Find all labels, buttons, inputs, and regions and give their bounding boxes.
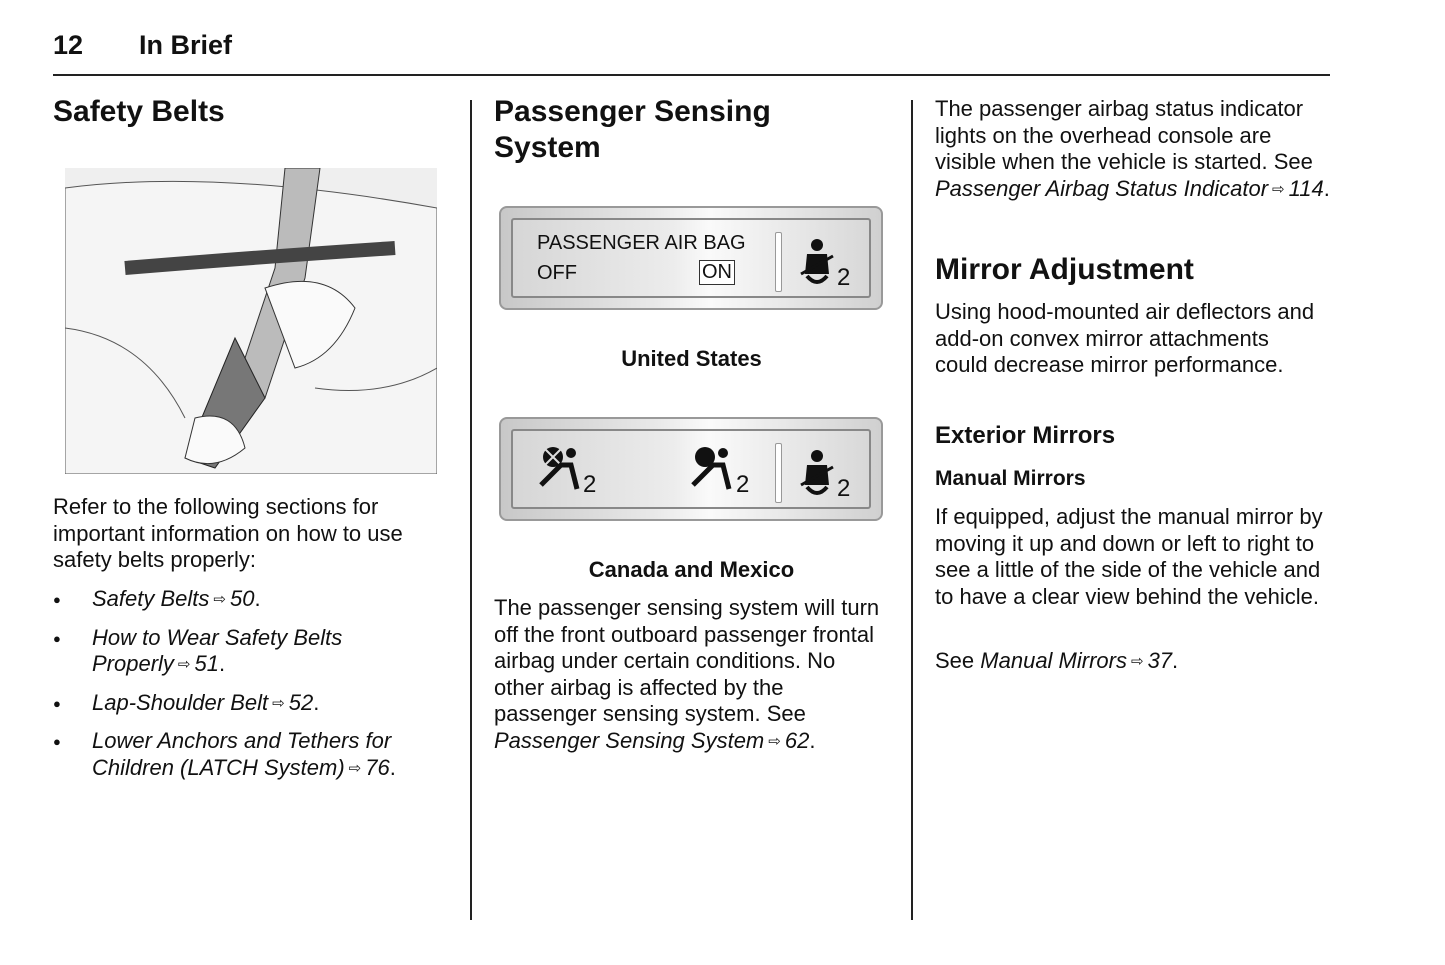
page-ref-arrow-icon: ⇨ bbox=[1272, 180, 1285, 198]
period: . bbox=[1323, 175, 1330, 201]
period: . bbox=[1172, 648, 1179, 673]
list-item[interactable] bbox=[53, 728, 453, 782]
see-manual-mirrors bbox=[935, 648, 1325, 676]
page-ref-arrow-icon: ⇨ bbox=[768, 732, 781, 750]
airbag-status-paragraph bbox=[935, 96, 1335, 203]
seat-number: 2 bbox=[736, 471, 750, 498]
page-ref-arrow-icon: ⇨ bbox=[177, 656, 191, 674]
passenger-sensing-body bbox=[494, 595, 889, 756]
link-text[interactable]: Safety Belts bbox=[92, 586, 210, 611]
body-text: The passenger sensing system will turn off the front outboard passenger frontal airbag under certain conditions. No other airbag is affected by the passenger sensing system. See bbox=[494, 595, 880, 727]
page-ref[interactable]: 51 bbox=[194, 651, 219, 677]
panel-on: ON bbox=[699, 260, 735, 285]
safety-belts-heading: Safety Belts bbox=[53, 95, 225, 128]
seatbelt-icon bbox=[799, 449, 835, 499]
page-ref-arrow-icon: ⇨ bbox=[272, 694, 285, 712]
exterior-mirrors-heading: Exterior Mirrors bbox=[935, 422, 1116, 449]
canada-mexico-caption: Canada and Mexico bbox=[588, 557, 795, 582]
airbag-off-icon bbox=[537, 445, 587, 495]
page-ref[interactable]: 114 bbox=[1288, 175, 1324, 201]
body-text: The passenger airbag status indicator lights on the overhead console are visible when the vehicle is started. See bbox=[935, 96, 1313, 175]
manual-mirrors-heading: Manual Mirrors bbox=[935, 467, 1086, 490]
page-ref-arrow-icon: ⇨ bbox=[213, 591, 226, 608]
page-ref[interactable]: 50 bbox=[229, 586, 255, 611]
page-ref[interactable]: 37 bbox=[1147, 648, 1173, 673]
period: . bbox=[254, 586, 261, 611]
page-number: 12 bbox=[53, 30, 84, 60]
panel-off: OFF bbox=[537, 262, 577, 284]
list-item[interactable] bbox=[53, 625, 453, 679]
page-ref[interactable]: 76 bbox=[365, 754, 390, 780]
section-title: In Brief bbox=[139, 30, 233, 60]
page-ref-arrow-icon: ⇨ bbox=[1130, 653, 1144, 670]
ref-link[interactable]: Passenger Sensing System bbox=[494, 727, 765, 753]
page-ref-arrow-icon: ⇨ bbox=[348, 759, 362, 777]
airbag-on-icon bbox=[689, 445, 739, 495]
seatbelt-icon bbox=[799, 238, 835, 288]
separator bbox=[775, 232, 782, 292]
us-status-panel bbox=[499, 206, 883, 310]
period: . bbox=[313, 689, 320, 715]
link-text[interactable]: Lower Anchors and Tethers for Children (LATCH System) bbox=[92, 728, 392, 780]
page-ref[interactable]: 52 bbox=[288, 689, 314, 715]
separator bbox=[775, 443, 782, 503]
column-divider bbox=[470, 100, 472, 920]
mirror-body: Using hood-mounted air deflectors and add-on convex mirror attachments could decrease mirror performance. bbox=[935, 299, 1315, 378]
mirror-adjustment-heading: Mirror Adjustment bbox=[935, 253, 1194, 286]
page-ref[interactable]: 62 bbox=[784, 727, 810, 753]
ref-link[interactable]: Passenger Airbag Status Indicator bbox=[935, 175, 1269, 201]
canada-mexico-status-panel bbox=[499, 417, 883, 521]
list-item[interactable] bbox=[53, 690, 453, 718]
column-divider bbox=[911, 100, 913, 920]
period: . bbox=[809, 727, 816, 753]
us-caption: United States bbox=[621, 346, 762, 371]
seat-number: 2 bbox=[837, 264, 851, 291]
body-text: See bbox=[935, 648, 975, 673]
list-item[interactable] bbox=[53, 586, 453, 614]
header-rule bbox=[53, 74, 1330, 76]
link-text[interactable]: Lap-Shoulder Belt bbox=[92, 689, 269, 715]
period: . bbox=[389, 754, 396, 780]
seat-number: 2 bbox=[837, 475, 851, 502]
ref-link[interactable]: Manual Mirrors bbox=[980, 648, 1127, 673]
manual-mirrors-body: If equipped, adjust the manual mirror by moving it up and down or left to right to see a little of the side of the vehicle and to have a clear view behind the vehicle. bbox=[935, 504, 1323, 609]
safety-belts-intro: Refer to the following sections for important information on how to use safety belts properly: bbox=[53, 494, 403, 573]
passenger-sensing-heading: Passenger Sensing System bbox=[494, 95, 771, 164]
panel-label: PASSENGER AIR BAG bbox=[537, 232, 746, 254]
period: . bbox=[218, 651, 226, 677]
link-text[interactable]: How to Wear Safety Belts Properly bbox=[92, 624, 343, 677]
seatbelt-illustration bbox=[65, 168, 437, 474]
seat-number: 2 bbox=[583, 471, 597, 498]
safety-belts-links bbox=[53, 586, 453, 794]
